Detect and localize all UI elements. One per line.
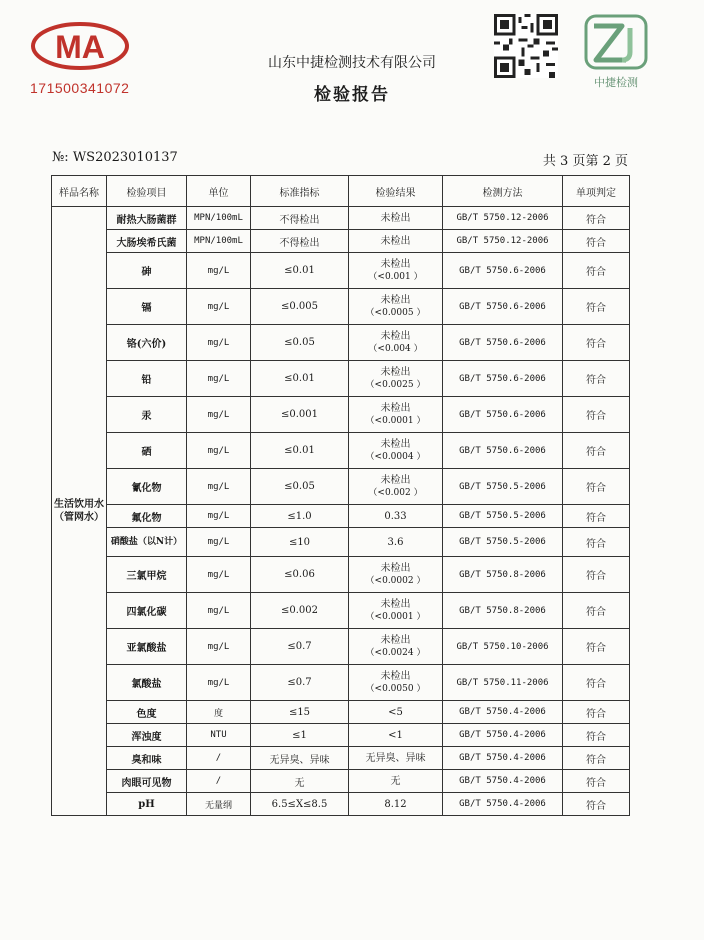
item-cell: 汞 bbox=[107, 397, 187, 433]
result-value: 未检出 bbox=[380, 330, 411, 342]
company-name: 山东中捷检测技术有限公司 bbox=[268, 55, 436, 71]
verdict-cell: 符合 bbox=[563, 665, 630, 701]
result-cell bbox=[349, 207, 443, 230]
method-cell: GB/T 5750.11-2006 bbox=[443, 665, 563, 701]
verdict-cell: 符合 bbox=[563, 397, 630, 433]
table-row bbox=[52, 253, 630, 289]
verdict-cell: 符合 bbox=[563, 207, 630, 230]
result-cell bbox=[349, 253, 443, 289]
result-value: 无 bbox=[390, 775, 401, 787]
unit-cell: / bbox=[187, 770, 251, 793]
verdict-cell: 符合 bbox=[563, 253, 630, 289]
page-info: 共 3 页第 2 页 bbox=[542, 154, 628, 169]
item-cell: 浑浊度 bbox=[107, 724, 187, 747]
item-cell: 砷 bbox=[107, 253, 187, 289]
item-cell: 大肠埃希氏菌 bbox=[107, 230, 187, 253]
result-cell bbox=[349, 593, 443, 629]
result-value: <5 bbox=[388, 706, 403, 718]
result-value: 未检出 bbox=[380, 258, 411, 270]
detection-limit: （<0.004 ） bbox=[368, 343, 423, 354]
result-cell bbox=[349, 629, 443, 665]
result-cell bbox=[349, 230, 443, 253]
result-value: 未检出 bbox=[380, 670, 411, 682]
result-cell bbox=[349, 433, 443, 469]
standard-cell: 6.5≤X≤8.5 bbox=[251, 793, 349, 816]
standard-cell: ≤10 bbox=[251, 528, 349, 557]
detection-limit: （<0.001 ） bbox=[368, 271, 423, 282]
method-cell: GB/T 5750.5-2006 bbox=[443, 469, 563, 505]
table-row bbox=[52, 528, 630, 557]
col-sample-name: 样品名称 bbox=[52, 176, 107, 207]
verdict-cell: 符合 bbox=[563, 770, 630, 793]
table-row bbox=[52, 701, 630, 724]
result-value: 未检出 bbox=[380, 402, 411, 414]
item-cell: 铅 bbox=[107, 361, 187, 397]
item-cell: 臭和味 bbox=[107, 747, 187, 770]
unit-cell: / bbox=[187, 747, 251, 770]
result-value: 未检出 bbox=[380, 598, 411, 610]
detection-limit: （<0.0050 ） bbox=[365, 683, 426, 694]
verdict-cell: 符合 bbox=[563, 361, 630, 397]
result-cell bbox=[349, 289, 443, 325]
method-cell: GB/T 5750.4-2006 bbox=[443, 724, 563, 747]
result-value: 未检出 bbox=[380, 366, 411, 378]
item-cell: 铬(六价) bbox=[107, 325, 187, 361]
result-value: 未检出 bbox=[380, 294, 411, 306]
standard-cell: ≤0.01 bbox=[251, 433, 349, 469]
verdict-cell: 符合 bbox=[563, 593, 630, 629]
table-row bbox=[52, 665, 630, 701]
method-cell: GB/T 5750.12-2006 bbox=[443, 207, 563, 230]
zhongjie-logo bbox=[578, 12, 654, 74]
col-result: 检验结果 bbox=[349, 176, 443, 207]
item-cell: 耐热大肠菌群 bbox=[107, 207, 187, 230]
unit-cell: mg/L bbox=[187, 505, 251, 528]
verdict-cell: 符合 bbox=[563, 793, 630, 816]
result-value: 3.6 bbox=[387, 536, 404, 548]
table-row bbox=[52, 230, 630, 253]
table-row bbox=[52, 207, 630, 230]
verdict-cell: 符合 bbox=[563, 505, 630, 528]
standard-cell: 无 bbox=[251, 770, 349, 793]
item-cell: 氟化物 bbox=[107, 505, 187, 528]
unit-cell: mg/L bbox=[187, 253, 251, 289]
standard-cell: 不得检出 bbox=[251, 207, 349, 230]
result-value: 未检出 bbox=[380, 212, 411, 224]
unit-cell: mg/L bbox=[187, 469, 251, 505]
table-row bbox=[52, 289, 630, 325]
table-row bbox=[52, 325, 630, 361]
result-cell bbox=[349, 557, 443, 593]
unit-cell: NTU bbox=[187, 724, 251, 747]
unit-cell: 无量纲 bbox=[187, 793, 251, 816]
unit-cell: mg/L bbox=[187, 557, 251, 593]
item-cell: 色度 bbox=[107, 701, 187, 724]
result-value: 未检出 bbox=[380, 235, 411, 247]
unit-cell: mg/L bbox=[187, 629, 251, 665]
method-cell: GB/T 5750.6-2006 bbox=[443, 325, 563, 361]
method-cell: GB/T 5750.6-2006 bbox=[443, 289, 563, 325]
result-cell bbox=[349, 724, 443, 747]
detection-limit: （<0.0005 ） bbox=[365, 307, 426, 318]
table-body bbox=[52, 207, 630, 816]
unit-cell: MPN/100mL bbox=[187, 207, 251, 230]
detection-limit: （<0.0002 ） bbox=[365, 575, 426, 586]
standard-cell: ≤0.001 bbox=[251, 397, 349, 433]
unit-cell: MPN/100mL bbox=[187, 230, 251, 253]
method-cell: GB/T 5750.8-2006 bbox=[443, 593, 563, 629]
detection-limit: （<0.0025 ） bbox=[365, 379, 426, 390]
standard-cell: ≤0.002 bbox=[251, 593, 349, 629]
report-number: №: WS2023010137 bbox=[52, 150, 178, 165]
item-cell: 三氯甲烷 bbox=[107, 557, 187, 593]
table-row bbox=[52, 397, 630, 433]
cma-number: 171500341072 bbox=[30, 80, 130, 96]
svg-text:MA: MA bbox=[55, 29, 105, 65]
detection-limit: （<0.0004 ） bbox=[365, 451, 426, 462]
table-row bbox=[52, 724, 630, 747]
item-cell: 肉眼可见物 bbox=[107, 770, 187, 793]
item-cell: 氯酸盐 bbox=[107, 665, 187, 701]
unit-cell: mg/L bbox=[187, 433, 251, 469]
unit-cell: mg/L bbox=[187, 325, 251, 361]
method-cell: GB/T 5750.4-2006 bbox=[443, 770, 563, 793]
unit-cell: mg/L bbox=[187, 361, 251, 397]
method-cell: GB/T 5750.4-2006 bbox=[443, 747, 563, 770]
result-cell bbox=[349, 505, 443, 528]
unit-cell: mg/L bbox=[187, 397, 251, 433]
method-cell: GB/T 5750.12-2006 bbox=[443, 230, 563, 253]
result-value: 未检出 bbox=[380, 438, 411, 450]
table-row bbox=[52, 770, 630, 793]
col-standard: 标准指标 bbox=[251, 176, 349, 207]
result-value: 未检出 bbox=[380, 474, 411, 486]
result-value: 未检出 bbox=[380, 634, 411, 646]
verdict-cell: 符合 bbox=[563, 629, 630, 665]
standard-cell: 无异臭、异味 bbox=[251, 747, 349, 770]
standard-cell: ≤0.005 bbox=[251, 289, 349, 325]
result-cell bbox=[349, 793, 443, 816]
item-cell: 硒 bbox=[107, 433, 187, 469]
standard-cell: ≤0.05 bbox=[251, 325, 349, 361]
qr-code bbox=[494, 14, 558, 78]
verdict-cell: 符合 bbox=[563, 433, 630, 469]
results-table bbox=[51, 175, 630, 816]
detection-limit: （<0.0024 ） bbox=[365, 647, 426, 658]
standard-cell: ≤0.05 bbox=[251, 469, 349, 505]
table-row bbox=[52, 629, 630, 665]
result-value: 0.33 bbox=[384, 510, 407, 522]
standard-cell: ≤0.06 bbox=[251, 557, 349, 593]
table-row bbox=[52, 361, 630, 397]
unit-cell: mg/L bbox=[187, 528, 251, 557]
standard-cell: ≤1.0 bbox=[251, 505, 349, 528]
method-cell: GB/T 5750.5-2006 bbox=[443, 505, 563, 528]
unit-cell: 度 bbox=[187, 701, 251, 724]
result-value: 8.12 bbox=[384, 798, 407, 810]
standard-cell: ≤0.01 bbox=[251, 361, 349, 397]
method-cell: GB/T 5750.6-2006 bbox=[443, 361, 563, 397]
table-header-row bbox=[52, 176, 630, 207]
result-value: 未检出 bbox=[380, 562, 411, 574]
result-value: <1 bbox=[388, 729, 403, 741]
table-row bbox=[52, 793, 630, 816]
table-row bbox=[52, 593, 630, 629]
item-cell: pH bbox=[107, 793, 187, 816]
method-cell: GB/T 5750.4-2006 bbox=[443, 701, 563, 724]
standard-cell: ≤15 bbox=[251, 701, 349, 724]
result-cell bbox=[349, 361, 443, 397]
col-unit: 单位 bbox=[187, 176, 251, 207]
method-cell: GB/T 5750.6-2006 bbox=[443, 253, 563, 289]
verdict-cell: 符合 bbox=[563, 557, 630, 593]
table-row bbox=[52, 433, 630, 469]
standard-cell: ≤0.7 bbox=[251, 629, 349, 665]
detection-limit: （<0.0001 ） bbox=[365, 611, 426, 622]
standard-cell: 不得检出 bbox=[251, 230, 349, 253]
zhongjie-brand-text: 中捷检测 bbox=[594, 77, 638, 89]
verdict-cell: 符合 bbox=[563, 528, 630, 557]
col-item: 检验项目 bbox=[107, 176, 187, 207]
method-cell: GB/T 5750.8-2006 bbox=[443, 557, 563, 593]
standard-cell: ≤0.7 bbox=[251, 665, 349, 701]
standard-cell: ≤1 bbox=[251, 724, 349, 747]
report-title: 检验报告 bbox=[314, 85, 390, 105]
verdict-cell: 符合 bbox=[563, 724, 630, 747]
col-verdict: 单项判定 bbox=[563, 176, 630, 207]
result-cell bbox=[349, 397, 443, 433]
col-method: 检测方法 bbox=[443, 176, 563, 207]
result-cell bbox=[349, 528, 443, 557]
result-value: 无异臭、异味 bbox=[365, 752, 426, 764]
result-cell bbox=[349, 665, 443, 701]
method-cell: GB/T 5750.4-2006 bbox=[443, 793, 563, 816]
method-cell: GB/T 5750.5-2006 bbox=[443, 528, 563, 557]
unit-cell: mg/L bbox=[187, 593, 251, 629]
unit-cell: mg/L bbox=[187, 665, 251, 701]
verdict-cell: 符合 bbox=[563, 325, 630, 361]
item-cell: 四氯化碳 bbox=[107, 593, 187, 629]
result-cell bbox=[349, 770, 443, 793]
item-cell: 镉 bbox=[107, 289, 187, 325]
verdict-cell: 符合 bbox=[563, 701, 630, 724]
table-row bbox=[52, 747, 630, 770]
verdict-cell: 符合 bbox=[563, 230, 630, 253]
unit-cell: mg/L bbox=[187, 289, 251, 325]
table-row bbox=[52, 469, 630, 505]
result-cell bbox=[349, 469, 443, 505]
result-cell bbox=[349, 747, 443, 770]
method-cell: GB/T 5750.6-2006 bbox=[443, 397, 563, 433]
method-cell: GB/T 5750.10-2006 bbox=[443, 629, 563, 665]
method-cell: GB/T 5750.6-2006 bbox=[443, 433, 563, 469]
table-row bbox=[52, 557, 630, 593]
detection-limit: （<0.002 ） bbox=[368, 487, 423, 498]
table-row bbox=[52, 505, 630, 528]
item-cell: 亚氯酸盐 bbox=[107, 629, 187, 665]
verdict-cell: 符合 bbox=[563, 747, 630, 770]
result-cell bbox=[349, 325, 443, 361]
item-cell: 硝酸盐（以N计） bbox=[107, 528, 187, 557]
verdict-cell: 符合 bbox=[563, 469, 630, 505]
result-cell bbox=[349, 701, 443, 724]
standard-cell: ≤0.01 bbox=[251, 253, 349, 289]
sample-name-cell: 生活饮用水（管网水） bbox=[52, 207, 107, 816]
item-cell: 氰化物 bbox=[107, 469, 187, 505]
detection-limit: （<0.0001 ） bbox=[365, 415, 426, 426]
verdict-cell: 符合 bbox=[563, 289, 630, 325]
